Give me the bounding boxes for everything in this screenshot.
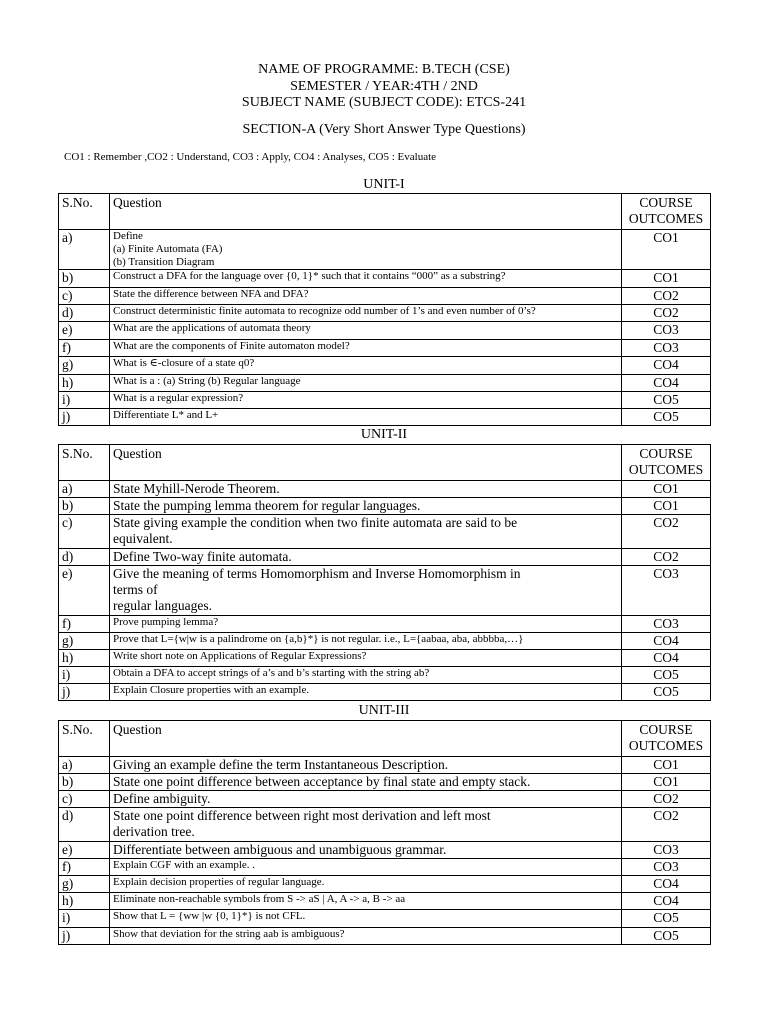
table-row [59, 340, 711, 357]
column-header-sno: S.No. [59, 194, 110, 230]
course-outcome: CO5 [622, 928, 711, 945]
table-row [59, 757, 711, 774]
table-row [59, 230, 711, 270]
unit-title: UNIT-II [360, 427, 408, 442]
question-line: Construct deterministic finite automata to recognize odd number of 1’s and even number of 0’s? [113, 305, 536, 317]
table-row [59, 566, 711, 616]
question-line: Define ambiguity. [113, 791, 211, 806]
question-number: a) [59, 481, 110, 498]
outcomes-header-line: OUTCOMES [628, 738, 704, 753]
question-number: g) [59, 633, 110, 650]
question-number: h) [59, 375, 110, 392]
table-row [59, 270, 711, 288]
question-text [110, 498, 622, 515]
question-text [110, 650, 622, 667]
table-row [59, 650, 711, 667]
course-outcome: CO3 [622, 842, 711, 859]
table-row [59, 357, 711, 375]
semester-year: SEMESTER / YEAR:4TH / 2ND [290, 79, 478, 94]
question-line: What is ∈-closure of a state q0? [113, 357, 255, 369]
question-number: h) [59, 893, 110, 910]
question-line: What are the components of Finite automaton model? [113, 340, 350, 352]
question-number: g) [59, 357, 110, 375]
table-row [59, 633, 711, 650]
question-number: b) [59, 498, 110, 515]
question-number: a) [59, 230, 110, 270]
course-outcome: CO5 [622, 392, 711, 409]
unit-title: UNIT-III [358, 703, 410, 718]
question-number: j) [59, 409, 110, 426]
question-line: regular languages. [113, 598, 212, 613]
question-number: d) [59, 549, 110, 566]
course-outcome: CO1 [622, 774, 711, 791]
subject-name: SUBJECT NAME (SUBJECT CODE): ETCS-241 [241, 95, 527, 110]
table-row [59, 667, 711, 684]
question-text [110, 910, 622, 928]
question-number: j) [59, 684, 110, 701]
question-line: Prove that L={w|w is a palindrome on {a,b}*} is not regular. i.e., L={aabaa, aba, abbbba,…} [113, 633, 524, 645]
question-text [110, 876, 622, 893]
course-outcome: CO5 [622, 684, 711, 701]
course-outcome: CO2 [622, 288, 711, 305]
question-line: What is a : (a) String (b) Regular language [113, 375, 301, 387]
unit-table [58, 720, 711, 945]
course-outcome: CO2 [622, 791, 711, 808]
question-number: g) [59, 876, 110, 893]
question-text [110, 230, 622, 270]
question-text [110, 340, 622, 357]
question-text [110, 774, 622, 791]
question-line: Explain decision properties of regular language. [113, 876, 325, 888]
unit-table [58, 444, 711, 701]
question-number: b) [59, 774, 110, 791]
course-outcome: CO1 [622, 230, 711, 270]
table-row [59, 305, 711, 322]
question-line: Explain CGF with an example. . [113, 859, 256, 871]
outcomes-header-line: OUTCOMES [628, 211, 704, 226]
column-header-question: Question [110, 721, 622, 757]
question-text [110, 684, 622, 701]
question-text [110, 515, 622, 549]
question-line: Write short note on Applications of Regular Expressions? [113, 650, 367, 662]
table-row [59, 876, 711, 893]
question-line: Obtain a DFA to accept strings of a’s and b’s starting with the string ab? [113, 667, 430, 679]
column-header-course-outcomes [622, 721, 711, 757]
column-header-question: Question [110, 445, 622, 481]
table-row [59, 928, 711, 945]
question-number: f) [59, 340, 110, 357]
course-outcome: CO1 [622, 498, 711, 515]
question-text [110, 375, 622, 392]
table-row [59, 842, 711, 859]
column-header-course-outcomes [622, 445, 711, 481]
table-row [59, 616, 711, 633]
course-outcome: CO4 [622, 357, 711, 375]
unit-title: UNIT-I [363, 177, 405, 192]
question-number: f) [59, 616, 110, 633]
question-line: derivation tree. [113, 824, 195, 839]
programme-name: NAME OF PROGRAMME: B.TECH (CSE) [258, 62, 510, 77]
question-text [110, 859, 622, 876]
question-text [110, 928, 622, 945]
table-row [59, 893, 711, 910]
question-text [110, 305, 622, 322]
course-outcome: CO2 [622, 549, 711, 566]
table-row [59, 684, 711, 701]
course-header-line: COURSE [639, 722, 693, 737]
table-row [59, 774, 711, 791]
question-text [110, 481, 622, 498]
column-header-question: Question [110, 194, 622, 230]
column-header-sno: S.No. [59, 721, 110, 757]
course-outcome: CO5 [622, 910, 711, 928]
question-number: d) [59, 305, 110, 322]
column-header-course-outcomes [622, 194, 711, 230]
table-header-row [59, 194, 711, 230]
table-row [59, 392, 711, 409]
question-line: State Myhill-Nerode Theorem. [113, 481, 280, 496]
table-row [59, 322, 711, 340]
question-text [110, 633, 622, 650]
question-line: Construct a DFA for the language over {0, 1}* such that it contains “000” as a substring? [113, 270, 506, 282]
course-header-line: COURSE [639, 195, 693, 210]
question-text [110, 616, 622, 633]
question-number: c) [59, 288, 110, 305]
course-outcome: CO3 [622, 340, 711, 357]
question-number: e) [59, 322, 110, 340]
question-number: j) [59, 928, 110, 945]
question-line: Define [113, 230, 143, 242]
question-text [110, 409, 622, 426]
course-outcome: CO3 [622, 322, 711, 340]
question-text [110, 322, 622, 340]
question-text [110, 791, 622, 808]
table-row [59, 808, 711, 842]
course-outcome: CO3 [622, 566, 711, 616]
question-text [110, 893, 622, 910]
question-text [110, 566, 622, 616]
question-line: Differentiate between ambiguous and unambiguous grammar. [113, 842, 447, 857]
course-outcome: CO4 [622, 633, 711, 650]
course-outcome: CO4 [622, 375, 711, 392]
column-header-sno: S.No. [59, 445, 110, 481]
question-number: i) [59, 910, 110, 928]
question-line: (b) Transition Diagram [113, 256, 215, 268]
question-number: f) [59, 859, 110, 876]
question-text [110, 667, 622, 684]
question-number: h) [59, 650, 110, 667]
table-row [59, 481, 711, 498]
table-row [59, 409, 711, 426]
question-line: State one point difference between right most derivation and left most [113, 808, 491, 823]
question-line: Differentiate L* and L+ [113, 409, 219, 421]
question-line: equivalent. [113, 531, 173, 546]
question-line: State the difference between NFA and DFA? [113, 288, 309, 300]
question-text [110, 392, 622, 409]
question-number: i) [59, 392, 110, 409]
question-text [110, 549, 622, 566]
table-row [59, 549, 711, 566]
course-outcome: CO5 [622, 409, 711, 426]
course-outcome: CO4 [622, 893, 711, 910]
question-text [110, 757, 622, 774]
table-row [59, 910, 711, 928]
question-line: Giving an example define the term Instantaneous Description. [113, 757, 449, 772]
course-header-line: COURSE [639, 446, 693, 461]
course-outcome: CO1 [622, 481, 711, 498]
question-line: What are the applications of automata theory [113, 322, 311, 334]
course-outcome: CO2 [622, 305, 711, 322]
table-row [59, 515, 711, 549]
question-line: What is a regular expression? [113, 392, 244, 404]
course-outcome: CO5 [622, 667, 711, 684]
question-number: b) [59, 270, 110, 288]
course-outcome: CO4 [622, 876, 711, 893]
unit-table [58, 193, 711, 426]
course-outcome: CO1 [622, 270, 711, 288]
table-row [59, 859, 711, 876]
question-text [110, 288, 622, 305]
question-number: c) [59, 515, 110, 549]
table-row [59, 498, 711, 515]
table-row [59, 375, 711, 392]
question-number: e) [59, 566, 110, 616]
course-outcome-legend: CO1 : Remember ,CO2 : Understand, CO3 : Apply, CO4 : Analyses, CO5 : Evaluate [64, 151, 437, 163]
question-line: Explain Closure properties with an example. [113, 684, 310, 696]
course-outcome: CO1 [622, 757, 711, 774]
table-row [59, 288, 711, 305]
question-number: a) [59, 757, 110, 774]
question-line: Give the meaning of terms Homomorphism and Inverse Homomorphism in [113, 566, 521, 581]
question-number: c) [59, 791, 110, 808]
question-number: e) [59, 842, 110, 859]
question-line: Show that L = {ww |w {0, 1}*} is not CFL. [113, 910, 306, 922]
question-line: State one point difference between acceptance by final state and empty stack. [113, 774, 531, 789]
question-line: (a) Finite Automata (FA) [113, 243, 223, 255]
table-header-row [59, 721, 711, 757]
table-header-row [59, 445, 711, 481]
question-line: State the pumping lemma theorem for regular languages. [113, 498, 421, 513]
question-line: Prove pumping lemma? [113, 616, 219, 628]
question-text [110, 270, 622, 288]
question-line: Define Two-way finite automata. [113, 549, 292, 564]
course-outcome: CO4 [622, 650, 711, 667]
question-line: State giving example the condition when two finite automata are said to be [113, 515, 518, 530]
question-text [110, 357, 622, 375]
question-text [110, 842, 622, 859]
question-line: Eliminate non-reachable symbols from S -> aS | A, A -> a, B -> aa [113, 893, 406, 905]
course-outcome: CO2 [622, 808, 711, 842]
question-line: terms of [113, 582, 158, 597]
question-line: Show that deviation for the string aab is ambiguous? [113, 928, 345, 940]
question-text [110, 808, 622, 842]
table-row [59, 791, 711, 808]
outcomes-header-line: OUTCOMES [628, 462, 704, 477]
section-title: SECTION-A (Very Short Answer Type Questions) [242, 122, 526, 137]
question-number: d) [59, 808, 110, 842]
question-number: i) [59, 667, 110, 684]
course-outcome: CO3 [622, 859, 711, 876]
course-outcome: CO2 [622, 515, 711, 549]
course-outcome: CO3 [622, 616, 711, 633]
